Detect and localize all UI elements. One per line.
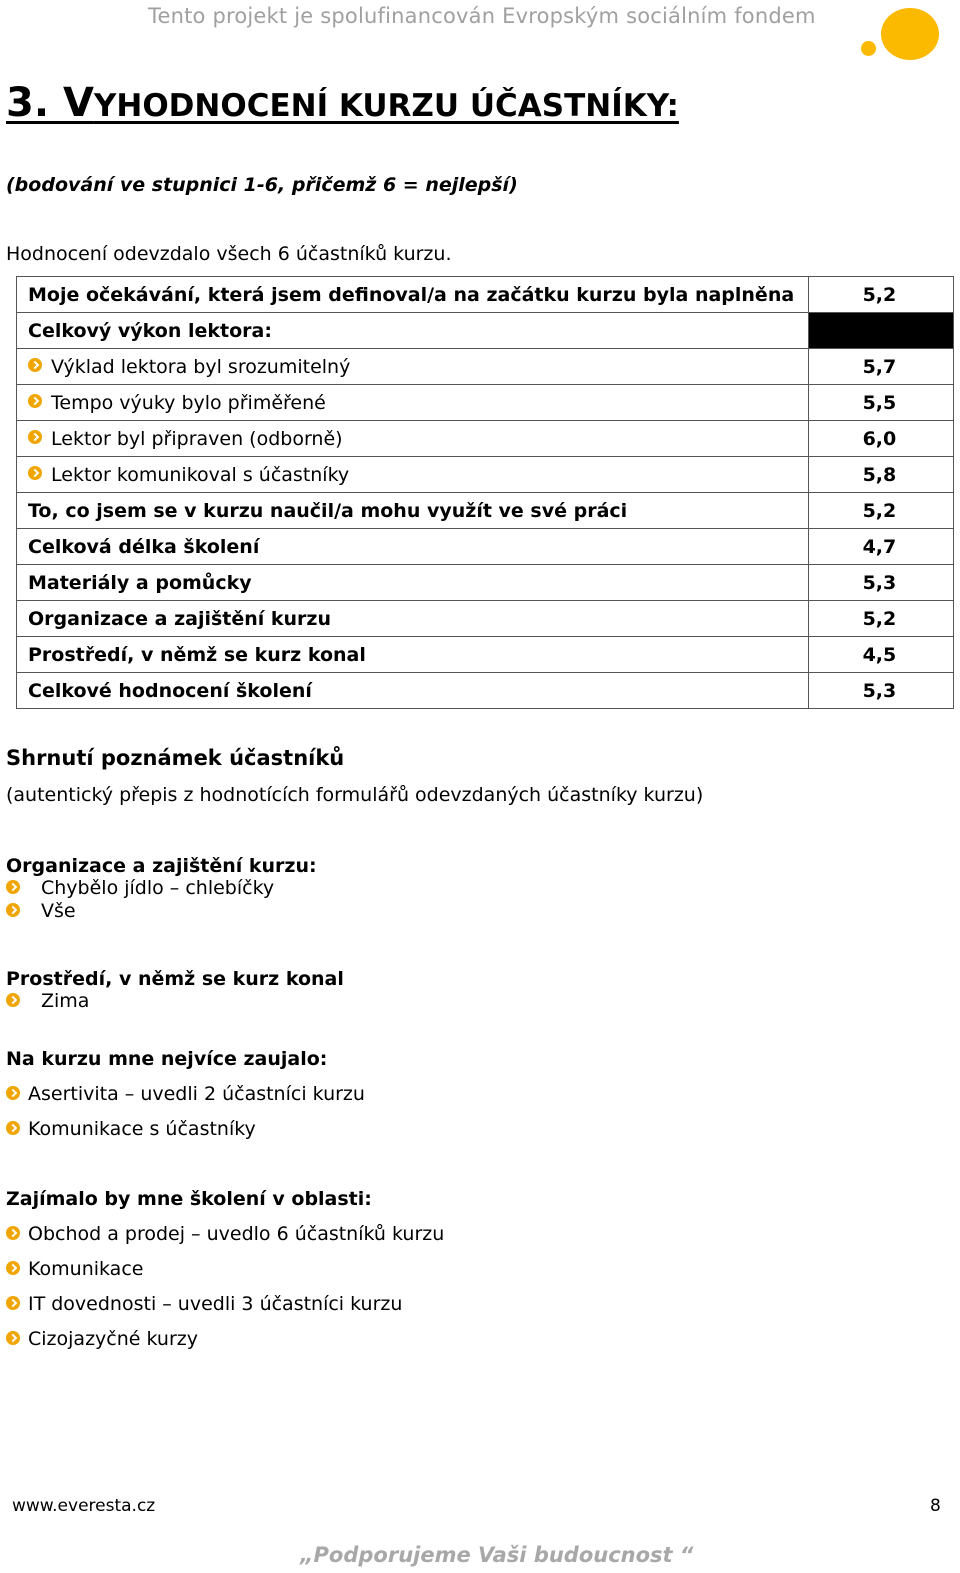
arrow-bullet-icon — [6, 1121, 20, 1135]
intro-text: Hodnocení odevzdalo všech 6 účastníků kurzu. — [6, 243, 452, 265]
summary-subtitle: (autentický přepis z hodnotících formulářů odevzdaných účastníky kurzu) — [6, 784, 704, 806]
table-row — [17, 421, 954, 457]
list-item: Chybělo jídlo – chlebíčky — [6, 877, 20, 899]
rating-label: Lektor komunikoval s účastníky — [51, 463, 350, 486]
arrow-bullet-icon — [28, 466, 42, 480]
rating-value: 4,5 — [808, 637, 953, 673]
rating-label: Výklad lektora byl srozumitelný — [51, 355, 351, 378]
arrow-bullet-icon — [6, 1226, 20, 1240]
arrow-bullet-icon — [6, 903, 20, 917]
rating-value: 5,2 — [808, 277, 953, 313]
rating-value: 5,2 — [808, 601, 953, 637]
organization-heading: Organizace a zajištění kurzu: — [6, 855, 317, 877]
table-row — [17, 349, 954, 385]
table-row — [17, 493, 954, 529]
list-item: Komunikace s účastníky — [6, 1118, 20, 1140]
rating-label: Organizace a zajištění kurzu — [17, 601, 809, 637]
arrow-bullet-icon — [28, 430, 42, 444]
funding-header: Tento projekt je spolufinancován Evropským sociálním fondem — [148, 4, 816, 28]
arrow-bullet-icon — [6, 1261, 20, 1275]
list-item: Cizojazyčné kurzy — [6, 1328, 20, 1350]
rating-label: Moje očekávání, která jsem definoval/a na začátku kurzu byla naplněna — [17, 277, 809, 313]
table-row — [17, 529, 954, 565]
logo-dot-small — [861, 41, 876, 56]
list-item: Asertivita – uvedli 2 účastníci kurzu — [6, 1083, 20, 1105]
rating-label: Materiály a pomůcky — [17, 565, 809, 601]
rating-value: 5,7 — [808, 349, 953, 385]
table-row — [17, 565, 954, 601]
rating-value: 5,3 — [808, 673, 953, 709]
rating-label: Tempo výuky bylo přiměřené — [51, 391, 326, 414]
list-item: Vše — [6, 900, 20, 922]
list-item: IT dovednosti – uvedli 3 účastníci kurzu — [6, 1293, 20, 1315]
rating-label: Celková délka školení — [17, 529, 809, 565]
page-number: 8 — [930, 1496, 941, 1516]
scale-note: (bodování ve stupnici 1-6, přičemž 6 = nejlepší) — [6, 174, 518, 196]
rating-value-blank — [808, 313, 953, 349]
rating-value: 6,0 — [808, 421, 953, 457]
rating-value: 4,7 — [808, 529, 953, 565]
rating-value: 5,8 — [808, 457, 953, 493]
table-row — [17, 601, 954, 637]
table-row — [17, 673, 954, 709]
footer-url-link[interactable]: www.everesta.cz — [12, 1496, 156, 1516]
rating-label: To, co jsem se v kurzu naučil/a mohu využít ve své práci — [17, 493, 809, 529]
footer-slogan: „Podporujeme Vaši budoucnost “ — [300, 1543, 694, 1567]
list-item: Obchod a prodej – uvedlo 6 účastníků kurzu — [6, 1223, 20, 1245]
rating-label: Celkový výkon lektora: — [17, 313, 809, 349]
rating-value: 5,3 — [808, 565, 953, 601]
logo-dot-large — [881, 8, 939, 60]
arrow-bullet-icon — [6, 880, 20, 894]
arrow-bullet-icon — [6, 993, 20, 1007]
rating-label: Lektor byl připraven (odborně) — [51, 427, 343, 450]
wishes-heading: Zajímalo by mne školení v oblasti: — [6, 1188, 372, 1210]
environment-heading: Prostředí, v němž se kurz konal — [6, 968, 344, 990]
arrow-bullet-icon — [6, 1296, 20, 1310]
table-row — [17, 313, 954, 349]
page-title: 3. VYHODNOCENÍ KURZU ÚČASTNÍKY: — [6, 80, 679, 126]
rating-table — [16, 276, 954, 709]
arrow-bullet-icon — [6, 1331, 20, 1345]
arrow-bullet-icon — [6, 1086, 20, 1100]
table-row — [17, 457, 954, 493]
interested-heading: Na kurzu mne nejvíce zaujalo: — [6, 1048, 328, 1070]
arrow-bullet-icon — [28, 394, 42, 408]
table-row — [17, 385, 954, 421]
rating-value: 5,5 — [808, 385, 953, 421]
rating-label: Prostředí, v němž se kurz konal — [17, 637, 809, 673]
list-item: Zima — [6, 990, 20, 1012]
rating-value: 5,2 — [808, 493, 953, 529]
summary-heading: Shrnutí poznámek účastníků — [6, 746, 345, 770]
table-row — [17, 637, 954, 673]
table-row — [17, 277, 954, 313]
list-item: Komunikace — [6, 1258, 20, 1280]
arrow-bullet-icon — [28, 358, 42, 372]
rating-label: Celkové hodnocení školení — [17, 673, 809, 709]
